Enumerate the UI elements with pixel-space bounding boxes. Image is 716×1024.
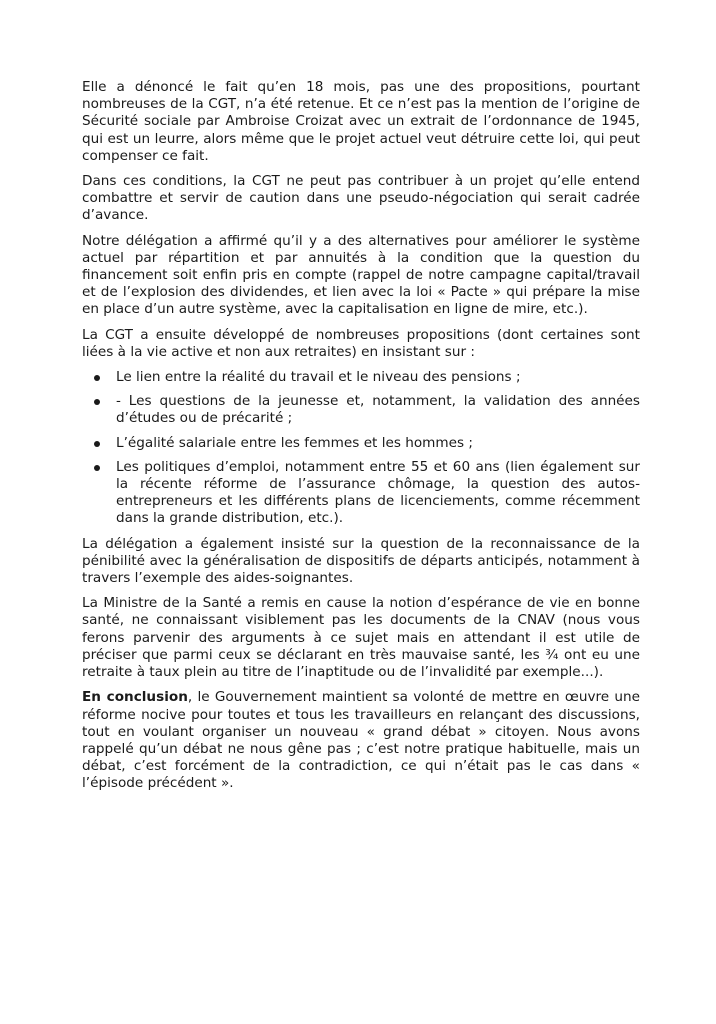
bullet-icon: [94, 399, 100, 405]
paragraph-conditions: Dans ces conditions, la CGT ne peut pas contribuer à un projet qu’elle entend combattre et servir de caution dans une pseudo-négociation qui serait cadrée d’avance.: [82, 173, 640, 224]
list-item-text: - Les questions de la jeunesse et, notamment, la validation des années d’études ou de précarité ;: [116, 393, 640, 427]
propositions-list: [82, 369, 640, 528]
list-item: [82, 369, 640, 386]
bullet-icon: [94, 375, 100, 381]
list-item: [82, 393, 640, 427]
paragraph-penibilite: La délégation a également insisté sur la question de la reconnaissance de la pénibilité avec la généralisation de dispositifs de départs anticipés, notamment à travers l’exemple des aides-soignantes.: [82, 535, 640, 587]
list-item-text: Les politiques d’emploi, notamment entre 55 et 60 ans (lien également sur la récente réforme de l’assurance chômage, la question des autos-entrepreneurs et les différents plans de licenciements, comme récemment dans la grande distribution, etc.).: [116, 458, 640, 527]
bullet-icon: [94, 441, 100, 447]
paragraph-propositions-intro: La CGT a ensuite développé de nombreuses propositions (dont certaines sont liées à la vie active et non aux retraites) en insistant sur :: [82, 326, 640, 360]
document-body: [82, 79, 640, 801]
list-item-text: L’égalité salariale entre les femmes et les hommes ;: [116, 434, 474, 451]
paragraph-conclusion: [82, 689, 640, 792]
paragraph-denonciation: Elle a dénoncé le fait qu’en 18 mois, pas une des propositions, pourtant nombreuses de la CGT, n’a été retenue. Et ce n’est pas la mention de l’origine de Sécurité sociale par Ambroise Croizat avec un extrait de l’ordonnance de 1945, qui est un leurre, alors même que le projet actuel veut détruire cette loi, qui peut compenser ce fait.: [82, 79, 640, 164]
conclusion-text: , le Gouvernement maintient sa volonté de mettre en œuvre une réforme nocive pour toutes et tous les travailleurs en relançant des discussions, tout en voulant organiser un nouveau « grand débat » citoyen. Nous avons rappelé qu’un débat ne nous gêne pas ; c’est notre pratique habituelle, mais un débat, c’est forcément de la contradiction, ce qui n’était pas le cas dans « l’épisode précédent ».: [82, 689, 641, 792]
paragraph-esperance-vie: La Ministre de la Santé a remis en cause la notion d’espérance de vie en bonne santé, ne connaissant visiblement pas les documents de la CNAV (nous vous ferons parvenir des arguments à ce sujet mais en attendant il est utile de préciser que parmi ceux se déclarant en très mauvaise santé, les ¾ ont eu une retraite à taux plein au titre de l’inaptitude ou de l’invalidité par exemple...).: [82, 595, 640, 681]
bullet-icon: [94, 465, 100, 471]
list-item: [82, 459, 640, 528]
paragraph-alternatives: Notre délégation a affirmé qu’il y a des alternatives pour améliorer le système actuel par répartition et par annuités à la condition que la question du financement soit enfin pris en compte (rappel de notre campagne capital/travail et de l’explosion des dividendes, et lien avec la loi « Pacte » qui prépare la mise en place d’un autre système, avec la capitalisation en ligne de mire, etc.).: [82, 232, 640, 318]
list-item-text: Le lien entre la réalité du travail et le niveau des pensions ;: [116, 369, 521, 386]
list-item: [82, 435, 640, 452]
conclusion-lead: En conclusion: [82, 689, 188, 706]
